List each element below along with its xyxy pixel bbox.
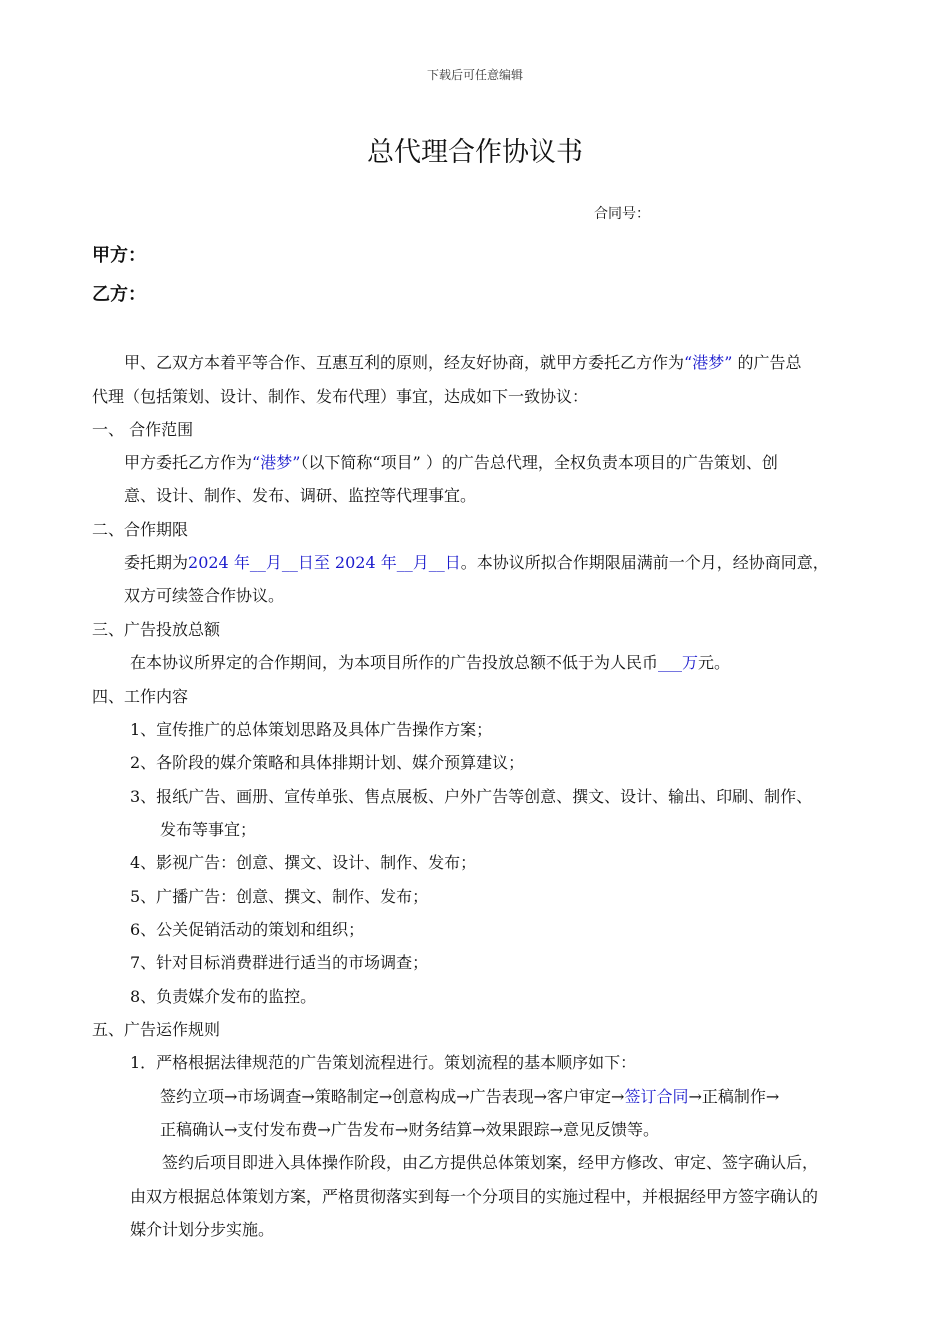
section-1-text-cont: （以下简称“项目” ）的广告总代理，全权负责本项目的广告策划、创 bbox=[300, 453, 778, 472]
section-4-heading: 四、工作内容 bbox=[92, 687, 189, 706]
work-item-continued: 发布等事宜； bbox=[160, 820, 257, 839]
intro-text-cont: 的广告总 bbox=[737, 353, 802, 372]
section-2-text-cont: 。本协议所拟合作期限届满前一个月，经协商同意， bbox=[460, 553, 829, 572]
section-2-line-2: 双方可续签合作协议。 bbox=[124, 586, 285, 605]
section-3-text: 在本协议所界定的合作期间，为本项目所作的广告投放总额不低于为人民币 bbox=[130, 653, 659, 672]
section-5-heading: 五、广告运作规则 bbox=[92, 1020, 221, 1039]
project-name: “港梦” bbox=[252, 453, 301, 472]
section-1-heading: 一、 合作范围 bbox=[92, 420, 194, 439]
section-3-heading: 三、广告投放总额 bbox=[92, 620, 221, 639]
section-3-line-1 bbox=[130, 652, 730, 674]
rule-1: 1．严格根据法律规范的广告策划流程进行。策划流程的基本顺序如下： bbox=[130, 1053, 637, 1072]
work-item: 6、公关促销活动的策划和组织； bbox=[130, 920, 365, 939]
document-title: 总代理合作协议书 bbox=[367, 137, 583, 168]
process-flow-text: 签约立项→市场调查→策略制定→创意构成→广告表现→客户审定→ bbox=[160, 1087, 625, 1106]
section-3-text-cont: 元。 bbox=[698, 653, 731, 672]
party-a-label: 甲方： bbox=[92, 245, 146, 266]
section-2-line-1 bbox=[124, 552, 829, 574]
section-2-heading: 二、合作期限 bbox=[92, 520, 189, 539]
project-name: “港梦” bbox=[684, 353, 733, 372]
execution-paragraph-line-1: 签约后项目即进入具体操作阶段，由乙方提供总体策划案，经甲方修改、审定、签字确认后， bbox=[162, 1153, 819, 1172]
amount-blank: ___万 bbox=[658, 653, 699, 672]
work-item: 4、影视广告：创意、撰文、设计、制作、发布； bbox=[130, 853, 477, 872]
execution-paragraph-line-3: 媒介计划分步实施。 bbox=[130, 1220, 275, 1239]
process-flow-line-1 bbox=[160, 1086, 779, 1108]
term-period: 2024 年__月__日至 2024 年__月__日 bbox=[188, 553, 461, 572]
execution-paragraph-line-2: 由双方根据总体策划方案，严格贯彻落实到每一个分项目的实施过程中，并根据经甲方签字确认的 bbox=[130, 1187, 819, 1206]
party-b-label: 乙方： bbox=[92, 284, 146, 305]
intro-text: 甲、乙双方本着平等合作、互惠互利的原则，经友好协商，就甲方委托乙方作为 bbox=[124, 353, 685, 372]
sign-contract-link[interactable]: 签订合同 bbox=[624, 1087, 689, 1106]
work-item: 2、各阶段的媒介策略和具体排期计划、媒介预算建议； bbox=[130, 753, 525, 772]
process-flow-line-2: 正稿确认→支付发布费→广告发布→财务结算→效果跟踪→意见反馈等。 bbox=[160, 1120, 660, 1139]
section-2-text: 委托期为 bbox=[124, 553, 189, 572]
work-item: 7、针对目标消费群进行适当的市场调查； bbox=[130, 953, 429, 972]
process-flow-text-cont: →正稿制作→ bbox=[688, 1087, 780, 1106]
work-item: 5、广播广告：创意、撰文、制作、发布； bbox=[130, 887, 429, 906]
intro-line-1 bbox=[124, 352, 802, 374]
section-1-text: 甲方委托乙方作为 bbox=[124, 453, 253, 472]
intro-line-2: 代理（包括策划、设计、制作、发布代理）事宜，达成如下一致协议： bbox=[92, 387, 589, 406]
work-item: 1、宣传推广的总体策划思路及具体广告操作方案； bbox=[130, 720, 493, 739]
work-item: 3、报纸广告、画册、宣传单张、售点展板、户外广告等创意、撰文、设计、输出、印刷、制作、 bbox=[130, 787, 813, 806]
page-header-note: 下载后可任意编辑 bbox=[426, 68, 523, 82]
contract-number-label: 合同号： bbox=[594, 206, 650, 222]
section-1-line-2: 意、设计、制作、发布、调研、监控等代理事宜。 bbox=[124, 486, 477, 505]
work-item: 8、负责媒介发布的监控。 bbox=[130, 987, 317, 1006]
section-1-line-1 bbox=[124, 452, 778, 474]
